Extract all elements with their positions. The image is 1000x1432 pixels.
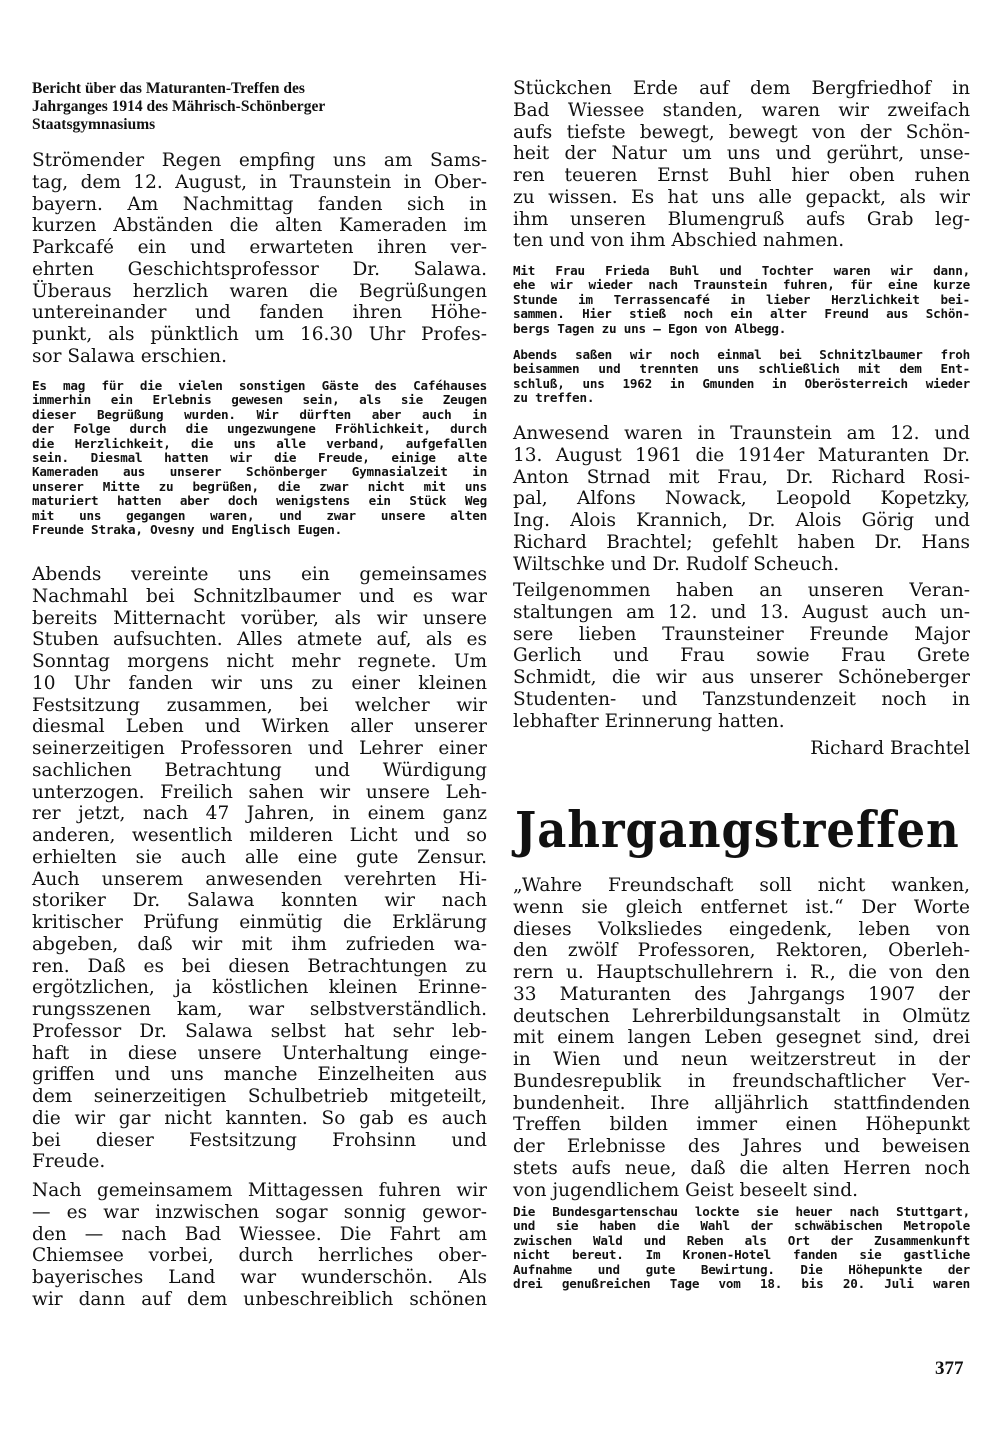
paragraph bbox=[513, 423, 970, 575]
paragraph bbox=[513, 580, 970, 732]
text-line: in Wien und neun weitzerstreut in der bbox=[513, 1049, 970, 1070]
text-line: „Wahre Freundschaft soll nicht wanken, bbox=[513, 875, 970, 896]
text-line: zwischen Wald und Reben als Ort der Zusammenkunft bbox=[513, 1232, 970, 1248]
text-line: immerhin ein Erlebnis gewesen sein, als sie Zeugen bbox=[32, 392, 487, 408]
text-line: Abends saßen wir noch einmal bei Schnitzlbaumer froh bbox=[513, 347, 970, 362]
text-line: anderen, wesentlich milderen Licht und so bbox=[32, 825, 487, 846]
text-line: stets aufs neue, daß die alten Herren noch bbox=[513, 1157, 970, 1179]
text-line: drei genußreichen Tage vom 18. bis 20. Juli waren bbox=[513, 1276, 970, 1292]
text-line: Die Bundesgartenschau lockte sie heuer nach Stuttgart, bbox=[513, 1204, 970, 1219]
text-line: Es mag für die vielen sonstigen Gäste des Caféhauses bbox=[32, 378, 487, 393]
text-line: den — nach Bad Wiessee. Die Fahrt am bbox=[32, 1223, 487, 1245]
text-line: Nach gemeinsamem Mittagessen fuhren wir bbox=[32, 1180, 487, 1201]
text-line: bayern. Am Nachmittag fanden sich in bbox=[32, 193, 487, 215]
text-line: diesmal Leben und Wirken aller unserer bbox=[32, 716, 487, 738]
text-line: bergs Tagen zu uns — Egon von Albegg. bbox=[513, 320, 787, 336]
text-line: beisammen und trennten uns schließlich mit dem Ent- bbox=[513, 361, 970, 377]
text-line: sachlichen Betrachtung und Würdigung bbox=[32, 759, 487, 781]
text-line: Bericht über das Maturanten-Treffen des bbox=[32, 80, 305, 97]
text-line: haft in diese unsere Unterhaltung einge- bbox=[32, 1042, 487, 1064]
text-line: die wir gar nicht kannten. So gab es auch bbox=[32, 1107, 487, 1129]
text-line: kurzen Abständen die alten Kameraden im bbox=[32, 215, 487, 237]
paragraph bbox=[32, 1180, 487, 1311]
text-line: lebhafter Erinnerung hatten. bbox=[513, 710, 785, 732]
text-line: zu treffen. bbox=[513, 390, 595, 406]
text-line: 33 Maturanten des Jahrgangs 1907 der bbox=[513, 983, 970, 1005]
text-line: storiker Dr. Salawa konnten wir nach bbox=[32, 890, 487, 912]
text-line: rer jetzt, nach 47 Jahren, in einem ganz bbox=[32, 803, 487, 825]
text-line: Professor Dr. Salawa selbst hat sehr leb- bbox=[32, 1020, 487, 1042]
text-line: ergötzlichen, ja köstlichen kleinen Erinne- bbox=[32, 977, 487, 999]
text-line: Nachmahl bei Schnitzlbaumer und es war bbox=[32, 585, 487, 607]
text-line: pal, Alfons Nowack, Leopold Kopetzky, bbox=[513, 488, 970, 510]
text-line: wir dann auf dem unbeschreiblich schönen bbox=[32, 1288, 487, 1310]
text-line: bereits Mitternacht vorüber, als wir unsere bbox=[32, 607, 487, 629]
text-line: der Folge durch die ungezwungene Fröhlichkeit, durch bbox=[32, 421, 487, 437]
paragraph-small bbox=[32, 379, 487, 537]
paragraph bbox=[513, 78, 970, 252]
text-line: und sie haben die Wahl der schwäbischen Metropole bbox=[513, 1218, 970, 1234]
text-line: Bundesrepublik in freundschaftlicher Ver- bbox=[513, 1070, 970, 1092]
text-line: Chiemsee vorbei, durch herrliches ober- bbox=[32, 1245, 487, 1267]
text-line: ehe wir wieder nach Traunstein fuhren, für eine kurze bbox=[513, 277, 970, 293]
text-line: Teilgenommen haben an unseren Veran- bbox=[513, 580, 970, 601]
text-line: Staatsgymnasiums bbox=[32, 116, 156, 133]
text-line: Richard Brachtel; gefehlt haben Dr. Hans bbox=[513, 531, 970, 553]
text-line: dieser Begrüßung wurden. Wir dürften aber auch in bbox=[32, 406, 487, 422]
text-line: unserer Mitte zu begrüßen, die zwar nicht mit uns bbox=[32, 478, 487, 494]
text-line: Sonntag morgens nicht mehr regnete. Um bbox=[32, 651, 487, 672]
text-line: Jahrganges 1914 des Mährisch-Schönberger bbox=[32, 98, 326, 115]
paragraph-small bbox=[513, 1205, 970, 1291]
text-line: — es war inzwischen sogar sonnig gewor- bbox=[32, 1201, 487, 1223]
text-line: Festsitzung zusammen, bei welcher wir bbox=[32, 694, 487, 716]
text-line: Anwesend waren in Traunstein am 12. und bbox=[513, 423, 970, 444]
text-line: untereinander und fanden ihren Höhe- bbox=[32, 302, 487, 324]
text-line: Ing. Alois Krannich, Dr. Alois Görig und bbox=[513, 510, 970, 531]
text-line: zu wissen. Es hat uns alle gepackt, als wir bbox=[513, 186, 970, 208]
text-line: Studenten- und Tanzstundenzeit noch in bbox=[513, 688, 970, 710]
paragraph bbox=[32, 564, 487, 1173]
paragraph bbox=[32, 150, 487, 368]
text-line: Gerlich und Frau sowie Frau Grete bbox=[513, 645, 970, 667]
text-line: tag, dem 12. August, in Traunstein in Ober- bbox=[32, 171, 487, 193]
text-line: sere lieben Traunsteiner Freunde Major bbox=[513, 623, 970, 645]
text-line: sammen. Hier stieß noch ein alter Freund aus Schön- bbox=[513, 306, 970, 322]
text-line: seinerzeitigen Professoren und Lehrer einer bbox=[32, 738, 487, 759]
text-line: staltungen am 12. und 13. August auch un- bbox=[513, 601, 970, 623]
text-line: ihm unseren Blumengruß aufs Grab leg- bbox=[513, 208, 970, 230]
text-line: Bad Wiessee standen, waren wir zweifach bbox=[513, 99, 970, 121]
text-line: der Erlebnisse des Jahres und beweisen bbox=[513, 1136, 970, 1157]
text-line: punkt, als pünktlich um 16.30 Uhr Profes- bbox=[32, 324, 487, 345]
text-line: Freunde Straka, Ovesny und Englisch Eugen. bbox=[32, 522, 343, 538]
text-line: mit einem langen Leben gesegnet sind, drei bbox=[513, 1027, 970, 1049]
text-line: erhielten sie auch alle eine gute Zensur. bbox=[32, 846, 487, 868]
text-line: sor Salawa erschien. bbox=[32, 345, 227, 367]
text-line: Schmidt, die wir aus unserer Schöneberger bbox=[513, 667, 970, 688]
text-line: Stunde im Terrassencafé in lieber Herzlichkeit bei- bbox=[513, 291, 970, 307]
text-line: Strömender Regen empfing uns am Sams- bbox=[32, 150, 487, 171]
text-line: heit der Natur um uns und gerührt, unse- bbox=[513, 143, 970, 165]
section-title: Jahrgangstreffen bbox=[515, 800, 960, 859]
text-line: ren teueren Ernst Buhl hier oben ruhen bbox=[513, 165, 970, 186]
text-line: bei dieser Festsitzung Frohsinn und bbox=[32, 1129, 487, 1151]
text-line: Abends vereinte uns ein gemeinsames bbox=[32, 564, 487, 585]
text-line: rern u. Hauptschullehrern i. R., die von den bbox=[513, 962, 970, 983]
text-line: Stückchen Erde auf dem Bergfriedhof in bbox=[513, 78, 970, 99]
paragraph-small bbox=[513, 264, 970, 336]
author-signature: Richard Brachtel bbox=[810, 738, 970, 759]
text-line: mit uns gegangen waren, und zwar unsere alten bbox=[32, 507, 487, 523]
text-line: Stuben aufsuchten. Alles atmete auf, als es bbox=[32, 629, 487, 651]
text-line: kritischer Prüfung einmütig die Erklärung bbox=[32, 912, 487, 933]
text-line: wenn sie gleich entfernet ist.“ Der Worte bbox=[513, 896, 970, 918]
text-line: von jugendlichem Geist beseelt sind. bbox=[513, 1179, 858, 1201]
text-line: bayerisches Land war wunderschön. Als bbox=[32, 1267, 487, 1288]
text-line: unterzogen. Freilich sahen wir unsere Leh- bbox=[32, 781, 487, 803]
text-line: sein. Diesmal hatten wir die Freude, einige alte bbox=[32, 450, 487, 466]
text-line: nicht bereut. Im Kronen-Hotel fanden sie gastliche bbox=[513, 1247, 970, 1263]
text-line: Überaus herzlich waren die Begrüßungen bbox=[32, 280, 487, 302]
text-line: schluß, uns 1962 in Gmunden in Oberösterreich wieder bbox=[513, 375, 970, 391]
text-line: griffen und uns manche Einzelheiten aus bbox=[32, 1064, 487, 1086]
text-line: deutschen Lehrerbildungsanstalt in Olmütz bbox=[513, 1005, 970, 1027]
text-line: rungsszenen kam, war selbstverständlich. bbox=[32, 999, 487, 1020]
text-line: dem seinerzeitigen Schulbetrieb mitgeteilt, bbox=[32, 1086, 487, 1107]
text-line: Kameraden aus unserer Schönberger Gymnasialzeit in bbox=[32, 464, 487, 480]
text-line: Mit Frau Frieda Buhl und Tochter waren wir dann, bbox=[513, 263, 970, 278]
text-line: abgeben, daß wir mit ihm zufrieden wa- bbox=[32, 933, 487, 955]
text-line: den zwölf Professoren, Rektoren, Oberleh- bbox=[513, 940, 970, 962]
article-heading bbox=[32, 80, 487, 134]
text-line: aufs tiefste bewegt, bewegt von der Schön- bbox=[513, 121, 970, 143]
text-line: ren. Daß es bei diesen Betrachtungen zu bbox=[32, 955, 487, 977]
text-line: Anton Strnad mit Frau, Dr. Richard Rosi- bbox=[513, 466, 970, 488]
paragraph bbox=[513, 875, 970, 1201]
text-line: Wiltschke und Dr. Rudolf Scheuch. bbox=[513, 553, 840, 575]
text-line: dieses Volksliedes eingedenk, leben von bbox=[513, 918, 970, 940]
text-line: Freude. bbox=[32, 1151, 106, 1173]
text-line: Parkcafé ein und erwarteten ihren ver- bbox=[32, 237, 487, 258]
text-line: bundenheit. Ihre alljährlich stattfindenden bbox=[513, 1092, 970, 1114]
text-line: 10 Uhr fanden wir uns zu einer kleinen bbox=[32, 672, 487, 694]
text-line: Auch unserem anwesenden verehrten Hi- bbox=[32, 868, 487, 890]
text-line: ehrten Geschichtsprofessor Dr. Salawa. bbox=[32, 258, 487, 280]
page-number: 377 bbox=[935, 1358, 964, 1379]
paragraph-small bbox=[513, 348, 970, 406]
text-line: Aufnahme und gute Bewirtung. Die Höhepunkte der bbox=[513, 1261, 970, 1277]
text-line: ten und von ihm Abschied nahmen. bbox=[513, 230, 845, 252]
text-line: Treffen bilden immer einen Höhepunkt bbox=[513, 1114, 970, 1136]
text-line: die Herzlichkeit, die uns alle verband, aufgefallen bbox=[32, 435, 487, 451]
text-line: 13. August 1961 die 1914er Maturanten Dr. bbox=[513, 444, 970, 466]
text-line: maturiert hatten aber doch wenigstens ein Stück Weg bbox=[32, 493, 487, 509]
